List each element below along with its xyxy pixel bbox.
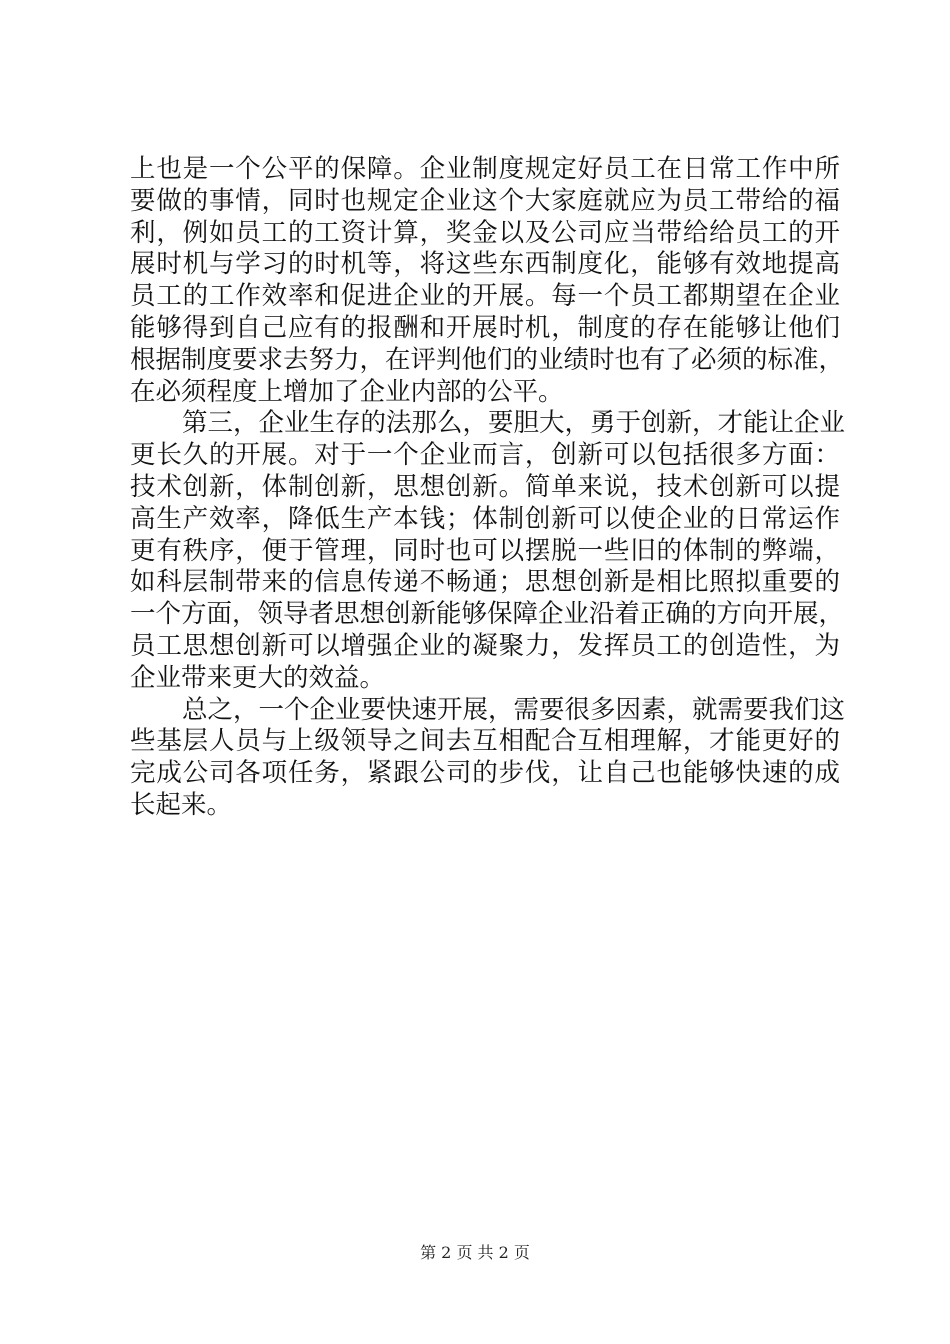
text-line: 在必须程度上增加了企业内部的公平。 <box>130 376 564 407</box>
text-line: 第三，企业生存的法那么，要胆大，勇于创新，才能让企业 <box>182 408 846 439</box>
text-line: 员工思想创新可以增强企业的凝聚力，发挥员工的创造性，为 <box>130 630 840 661</box>
paragraph-2 <box>130 408 846 694</box>
text-line: 技术创新，体制创新，思想创新。简单来说，技术创新可以提 <box>130 471 840 502</box>
text-line: 上也是一个公平的保障。企业制度规定好员工在日常工作中所 <box>130 154 840 184</box>
text-line: 总之，一个企业要快速开展，需要很多因素，就需要我们这 <box>182 694 846 725</box>
text-line: 根据制度要求去努力，在评判他们的业绩时也有了必须的标准， <box>130 344 845 375</box>
text-line: 长起来。 <box>130 789 233 820</box>
text-line: 完成公司各项任务，紧跟公司的步伐，让自己也能够快速的成 <box>130 758 840 789</box>
page-number-label: 第 2 页 共 2 页 <box>420 1243 530 1262</box>
text-line: 一个方面，领导者思想创新能够保障企业沿着正确的方向开展， <box>130 599 845 630</box>
paragraph-3 <box>130 694 846 822</box>
paragraph-1 <box>130 154 845 408</box>
document-body <box>130 154 846 822</box>
text-line: 更有秩序，便于管理，同时也可以摆脱一些旧的体制的弊端， <box>130 535 840 566</box>
text-line: 更长久的开展。对于一个企业而言，创新可以包括很多方面： <box>130 440 840 471</box>
text-line: 些基层人员与上级领导之间去互相配合互相理解，才能更好的 <box>130 726 840 757</box>
text-line: 利，例如员工的工资计算，奖金以及公司应当带给给员工的开 <box>130 217 840 248</box>
text-line: 如科层制带来的信息传递不畅通；思想创新是相比照拟重要的 <box>130 567 840 598</box>
text-line: 要做的事情，同时也规定企业这个大家庭就应为员工带给的福 <box>130 185 840 216</box>
text-line: 展时机与学习的时机等，将这些东西制度化，能够有效地提高 <box>130 249 840 280</box>
text-line: 员工的工作效率和促进企业的开展。每一个员工都期望在企业 <box>130 281 840 312</box>
text-line: 能够得到自己应有的报酬和开展时机，制度的存在能够让他们 <box>130 312 840 343</box>
text-line: 高生产效率，降低生产本钱；体制创新可以使企业的日常运作 <box>130 503 840 534</box>
text-line: 企业带来更大的效益。 <box>130 662 386 693</box>
page-footer <box>0 1240 950 1263</box>
